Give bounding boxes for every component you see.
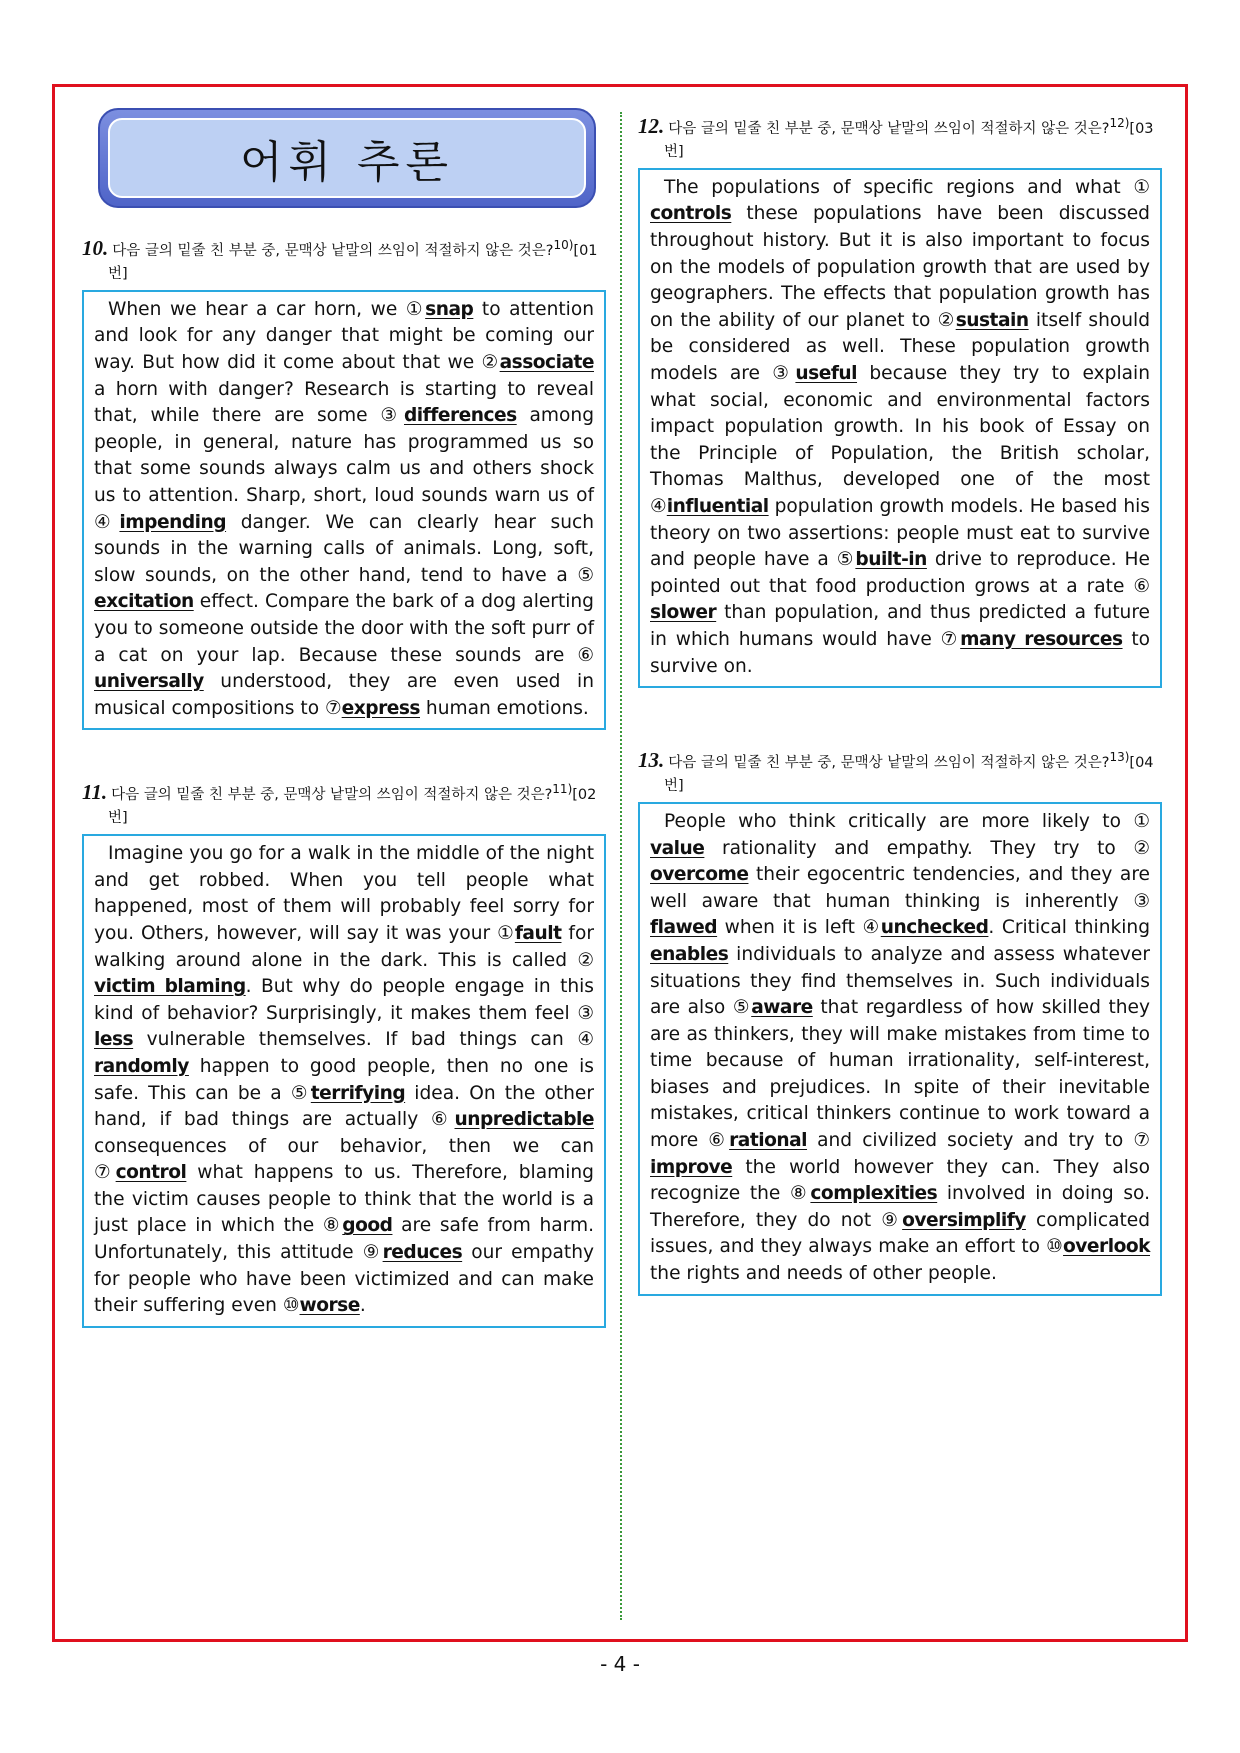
footnote-ref: 13) bbox=[1109, 750, 1130, 765]
passage-segment: drive to reproduce. He pointed out that food production grows at a rate ⑥ bbox=[650, 549, 1150, 597]
passage-segment: and civilized society and try to ⑦ bbox=[807, 1130, 1150, 1152]
underlined-word: terrifying bbox=[310, 1082, 406, 1104]
underlined-word: aware bbox=[751, 997, 813, 1019]
underlined-word: good bbox=[342, 1215, 393, 1237]
passage-segment: to attention and look for any danger that might be coming our way. But how did it come about that we ② bbox=[94, 298, 594, 374]
passage-segment: When we hear a car horn, we ① bbox=[108, 298, 426, 320]
underlined-word: differences bbox=[404, 405, 517, 427]
passage-segment: happen to good people, then no one is safe. This can be a ⑤ bbox=[94, 1055, 594, 1104]
passage-segment: that regardless of how skilled they are as thinkers, they will make mistakes from time to time because of human irrationality, self-interest, biases and prejudices. In spite of their inevitable mistakes, critical thinkers continue to work toward a more ⑥ bbox=[650, 997, 1150, 1152]
passage-text bbox=[94, 297, 594, 723]
passage-segment: Imagine you go for a walk in the middle of the night and get robbed. When you tell people what happened, most of them will probably feel sorry for you. Others, however, will say it was your ① bbox=[94, 843, 594, 944]
question-tag: [02번] bbox=[108, 787, 597, 827]
underlined-word: express bbox=[341, 697, 420, 719]
question-10 bbox=[82, 234, 606, 730]
passage-segment: what happens to us. Therefore, blaming the victim causes people to think that the world is a just place in which the ⑧ bbox=[94, 1162, 594, 1237]
section-title-inner bbox=[108, 118, 586, 198]
passage-text bbox=[650, 809, 1150, 1288]
underlined-word: control bbox=[115, 1162, 187, 1184]
underlined-word: flawed bbox=[650, 917, 718, 939]
underlined-word: overlook bbox=[1063, 1236, 1150, 1258]
passage-segment: complicated issues, and they always make an effort to ⑩ bbox=[650, 1209, 1150, 1258]
passage-segment: involved in doing so. Therefore, they do not ⑨ bbox=[650, 1183, 1150, 1231]
passage-segment: for walking around alone in the dark. This is called ② bbox=[94, 922, 594, 971]
question-tag: [01번] bbox=[108, 242, 598, 282]
passage-segment: vulnerable themselves. If bad things can ④ bbox=[133, 1029, 594, 1051]
passage-segment: the rights and needs of other people. bbox=[650, 1263, 997, 1285]
underlined-word: universally bbox=[94, 671, 204, 693]
underlined-word: unpredictable bbox=[454, 1109, 594, 1131]
underlined-word: unchecked bbox=[880, 917, 989, 939]
underlined-word: complexities bbox=[810, 1183, 938, 1205]
question-prompt: 다음 글의 밑줄 친 부분 중, 문맥상 낱말의 쓰임이 적절하지 않은 것은? bbox=[112, 242, 554, 259]
footnote-ref: 10) bbox=[553, 238, 574, 252]
underlined-word: many resources bbox=[960, 628, 1123, 650]
underlined-word: worse bbox=[299, 1295, 360, 1317]
question-header bbox=[82, 778, 606, 830]
underlined-word: improve bbox=[650, 1156, 733, 1178]
underlined-word: rational bbox=[729, 1130, 808, 1152]
passage-segment: The populations of specific regions and what ① bbox=[664, 176, 1150, 198]
underlined-word: randomly bbox=[94, 1055, 189, 1077]
passage-segment: are safe from harm. Unfortunately, this attitude ⑨ bbox=[94, 1215, 594, 1264]
passage-segment: effect. Compare the bark of a dog alerting you to someone outside the door with the soft purr of a cat on your lap. Because these sounds are ⑥ bbox=[94, 591, 594, 666]
underlined-word: influential bbox=[666, 495, 769, 517]
question-prompt: 다음 글의 밑줄 친 부분 중, 문맥상 낱말의 쓰임이 적절하지 않은 것은? bbox=[111, 787, 553, 804]
question-13 bbox=[638, 746, 1162, 1296]
column-divider bbox=[620, 112, 622, 1620]
passage-segment: rationality and empathy. They try to ② bbox=[704, 837, 1150, 859]
passage-segment: . But why do people engage in this kind of behavior? Surprisingly, it makes them feel ③ bbox=[94, 976, 594, 1024]
underlined-word: oversimplify bbox=[902, 1209, 1026, 1231]
left-column bbox=[82, 108, 606, 1328]
right-column bbox=[638, 112, 1162, 1296]
question-number: 12. bbox=[638, 113, 665, 138]
underlined-word: built-in bbox=[855, 549, 927, 571]
question-tag: [04번] bbox=[664, 754, 1154, 794]
passage-segment: . bbox=[359, 1295, 366, 1317]
underlined-word: excitation bbox=[94, 591, 194, 613]
underlined-word: associate bbox=[499, 352, 594, 374]
question-11 bbox=[82, 778, 606, 1328]
question-header bbox=[638, 112, 1162, 164]
underlined-word: victim blaming bbox=[94, 976, 246, 998]
question-header bbox=[638, 746, 1162, 798]
question-header bbox=[82, 234, 606, 286]
underlined-word: overcome bbox=[650, 864, 749, 886]
passage-segment: because they try to explain what social, economic and environmental factors impact population growth. In his book of Essay on the Principle of Population, the British scholar, Thomas Malthus, developed one of the most ④ bbox=[650, 362, 1150, 517]
underlined-word: sustain bbox=[955, 309, 1029, 331]
passage-box bbox=[638, 168, 1162, 688]
section-title: 어휘 추론 bbox=[239, 137, 454, 188]
question-number: 10. bbox=[82, 235, 109, 260]
underlined-word: enables bbox=[650, 943, 729, 965]
passage-segment: human emotions. bbox=[420, 697, 589, 719]
underlined-word: fault bbox=[514, 922, 562, 944]
underlined-word: reduces bbox=[382, 1242, 463, 1264]
passage-segment: danger. We can clearly hear such sounds in the warning calls of animals. Long, soft, slow sounds, on the other hand, tend to have a ⑤ bbox=[94, 511, 594, 586]
passage-segment: understood, they are even used in musical compositions to ⑦ bbox=[94, 671, 594, 719]
passage-segment: their egocentric tendencies, and they are well aware that human thinking is inherently ③ bbox=[650, 864, 1150, 912]
underlined-word: controls bbox=[650, 203, 732, 225]
passage-text bbox=[650, 175, 1150, 680]
passage-text bbox=[94, 841, 594, 1320]
underlined-word: snap bbox=[425, 298, 474, 320]
passage-box bbox=[638, 802, 1162, 1296]
passage-segment: these populations have been discussed throughout history. But it is also important to focus on the models of population growth that are used by geographers. The effects that population growth has on the ability of our planet to ② bbox=[650, 203, 1150, 331]
underlined-word: value bbox=[650, 837, 705, 859]
passage-segment: itself should be considered as well. These population growth models are ③ bbox=[650, 309, 1151, 384]
question-prompt: 다음 글의 밑줄 친 부분 중, 문맥상 낱말의 쓰임이 적절하지 않은 것은? bbox=[668, 754, 1110, 771]
page-number: - 4 - bbox=[600, 1652, 640, 1676]
passage-segment: . Critical thinking bbox=[988, 917, 1150, 939]
passage-segment: when it is left ④ bbox=[717, 917, 881, 939]
passage-segment: individuals to analyze and assess whatever situations they find themselves in. Such individuals are also ⑤ bbox=[650, 943, 1150, 1019]
passage-box bbox=[82, 290, 606, 731]
passage-segment: the world however they can. They also recognize the ⑧ bbox=[650, 1156, 1150, 1205]
question-prompt: 다음 글의 밑줄 친 부분 중, 문맥상 낱말의 쓰임이 적절하지 않은 것은? bbox=[668, 120, 1110, 137]
underlined-word: slower bbox=[650, 602, 717, 624]
passage-box bbox=[82, 834, 606, 1328]
passage-segment: to survive on. bbox=[650, 628, 1151, 677]
passage-segment: People who think critically are more likely to ① bbox=[664, 810, 1150, 832]
question-number: 13. bbox=[638, 747, 665, 772]
question-tag: [03번] bbox=[664, 120, 1154, 160]
passage-segment: among people, in general, nature has programmed us so that some sounds always calm us and others shock us to attention. Sharp, short, loud sounds warn us of ④ bbox=[94, 405, 594, 533]
passage-segment: a horn with danger? Research is starting to reveal that, while there are some ③ bbox=[94, 378, 594, 427]
underlined-word: impending bbox=[119, 511, 227, 533]
passage-segment: idea. On the other hand, if bad things are actually ⑥ bbox=[94, 1082, 595, 1131]
passage-segment: population growth models. He based his theory on two assertions: people must eat to survive and people have a ⑤ bbox=[650, 495, 1150, 571]
footnote-ref: 11) bbox=[552, 782, 573, 797]
underlined-word: less bbox=[94, 1029, 134, 1051]
question-number: 11. bbox=[82, 780, 108, 805]
passage-segment: consequences of our behavior, then we can ⑦ bbox=[94, 1135, 594, 1184]
passage-segment: than population, and thus predicted a future in which humans would have ⑦ bbox=[650, 602, 1150, 650]
underlined-word: useful bbox=[795, 362, 858, 384]
passage-segment: our empathy for people who have been victimized and can make their suffering even ⑩ bbox=[94, 1242, 594, 1317]
section-title-box bbox=[98, 108, 596, 208]
footnote-ref: 12) bbox=[1109, 116, 1130, 130]
question-12 bbox=[638, 112, 1162, 688]
